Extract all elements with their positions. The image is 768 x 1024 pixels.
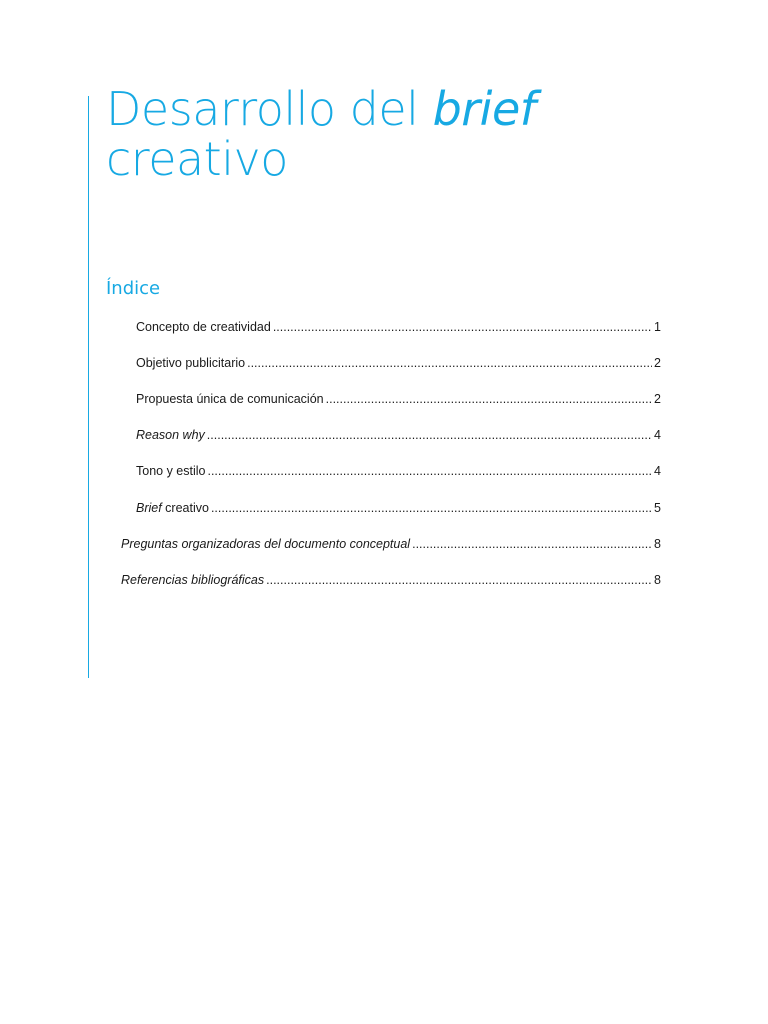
- toc-entry-label: [136, 501, 209, 515]
- toc-entry-preguntas-organizadoras[interactable]: [121, 537, 661, 559]
- toc-entry-label: Objetivo publicitario: [136, 356, 246, 370]
- toc-entry-brief-creativo[interactable]: [136, 501, 661, 523]
- accent-vertical-rule: [88, 96, 89, 678]
- toc-entry-page: 8: [654, 573, 661, 587]
- title-line-1: [106, 84, 535, 134]
- toc-entry-tono-y-estilo[interactable]: [136, 464, 661, 486]
- toc-entry-label: Reason why: [136, 428, 205, 442]
- toc-entry-page: 2: [654, 392, 661, 406]
- toc-entry-concepto-de-creatividad[interactable]: [136, 320, 661, 342]
- toc-entry-label-italic: Brief: [136, 501, 162, 515]
- toc-dot-leader: [211, 501, 652, 515]
- toc-entry-page: 2: [654, 356, 661, 370]
- toc-entry-page: 4: [654, 428, 661, 442]
- toc-entry-label: Tono y estilo: [136, 464, 206, 478]
- toc-dot-leader: [207, 464, 652, 478]
- toc-dot-leader: [273, 320, 652, 334]
- toc-entry-reason-why[interactable]: [136, 428, 661, 450]
- toc-entry-label: Propuesta única de comunicación: [136, 392, 324, 406]
- toc-entry-label: Preguntas organizadoras del documento conceptual: [121, 537, 411, 551]
- toc-entry-referencias-bibliograficas[interactable]: [121, 573, 661, 595]
- toc-dot-leader: [266, 573, 652, 587]
- toc-heading: Índice: [106, 278, 161, 299]
- toc-entry-label: Concepto de creatividad: [136, 320, 271, 334]
- title-prefix: Desarrollo del: [106, 82, 433, 136]
- toc-dot-leader: [207, 428, 652, 442]
- toc-entry-propuesta-unica[interactable]: [136, 392, 661, 414]
- toc-dot-leader: [412, 537, 652, 551]
- toc-dot-leader: [247, 356, 652, 370]
- toc-entry-label-rest: creativo: [161, 501, 209, 515]
- toc-entry-label: Referencias bibliográficas: [121, 573, 265, 587]
- title-line-2: creativo: [106, 132, 288, 186]
- toc-entry-page: 4: [654, 464, 661, 478]
- toc-entry-page: 8: [654, 537, 661, 551]
- toc-entry-objetivo-publicitario[interactable]: [136, 356, 661, 378]
- toc-entry-page: 1: [654, 320, 661, 334]
- toc-dot-leader: [326, 392, 652, 406]
- toc-entry-page: 5: [654, 501, 661, 515]
- title-italic-word: brief: [432, 82, 536, 136]
- document-title: [106, 84, 535, 184]
